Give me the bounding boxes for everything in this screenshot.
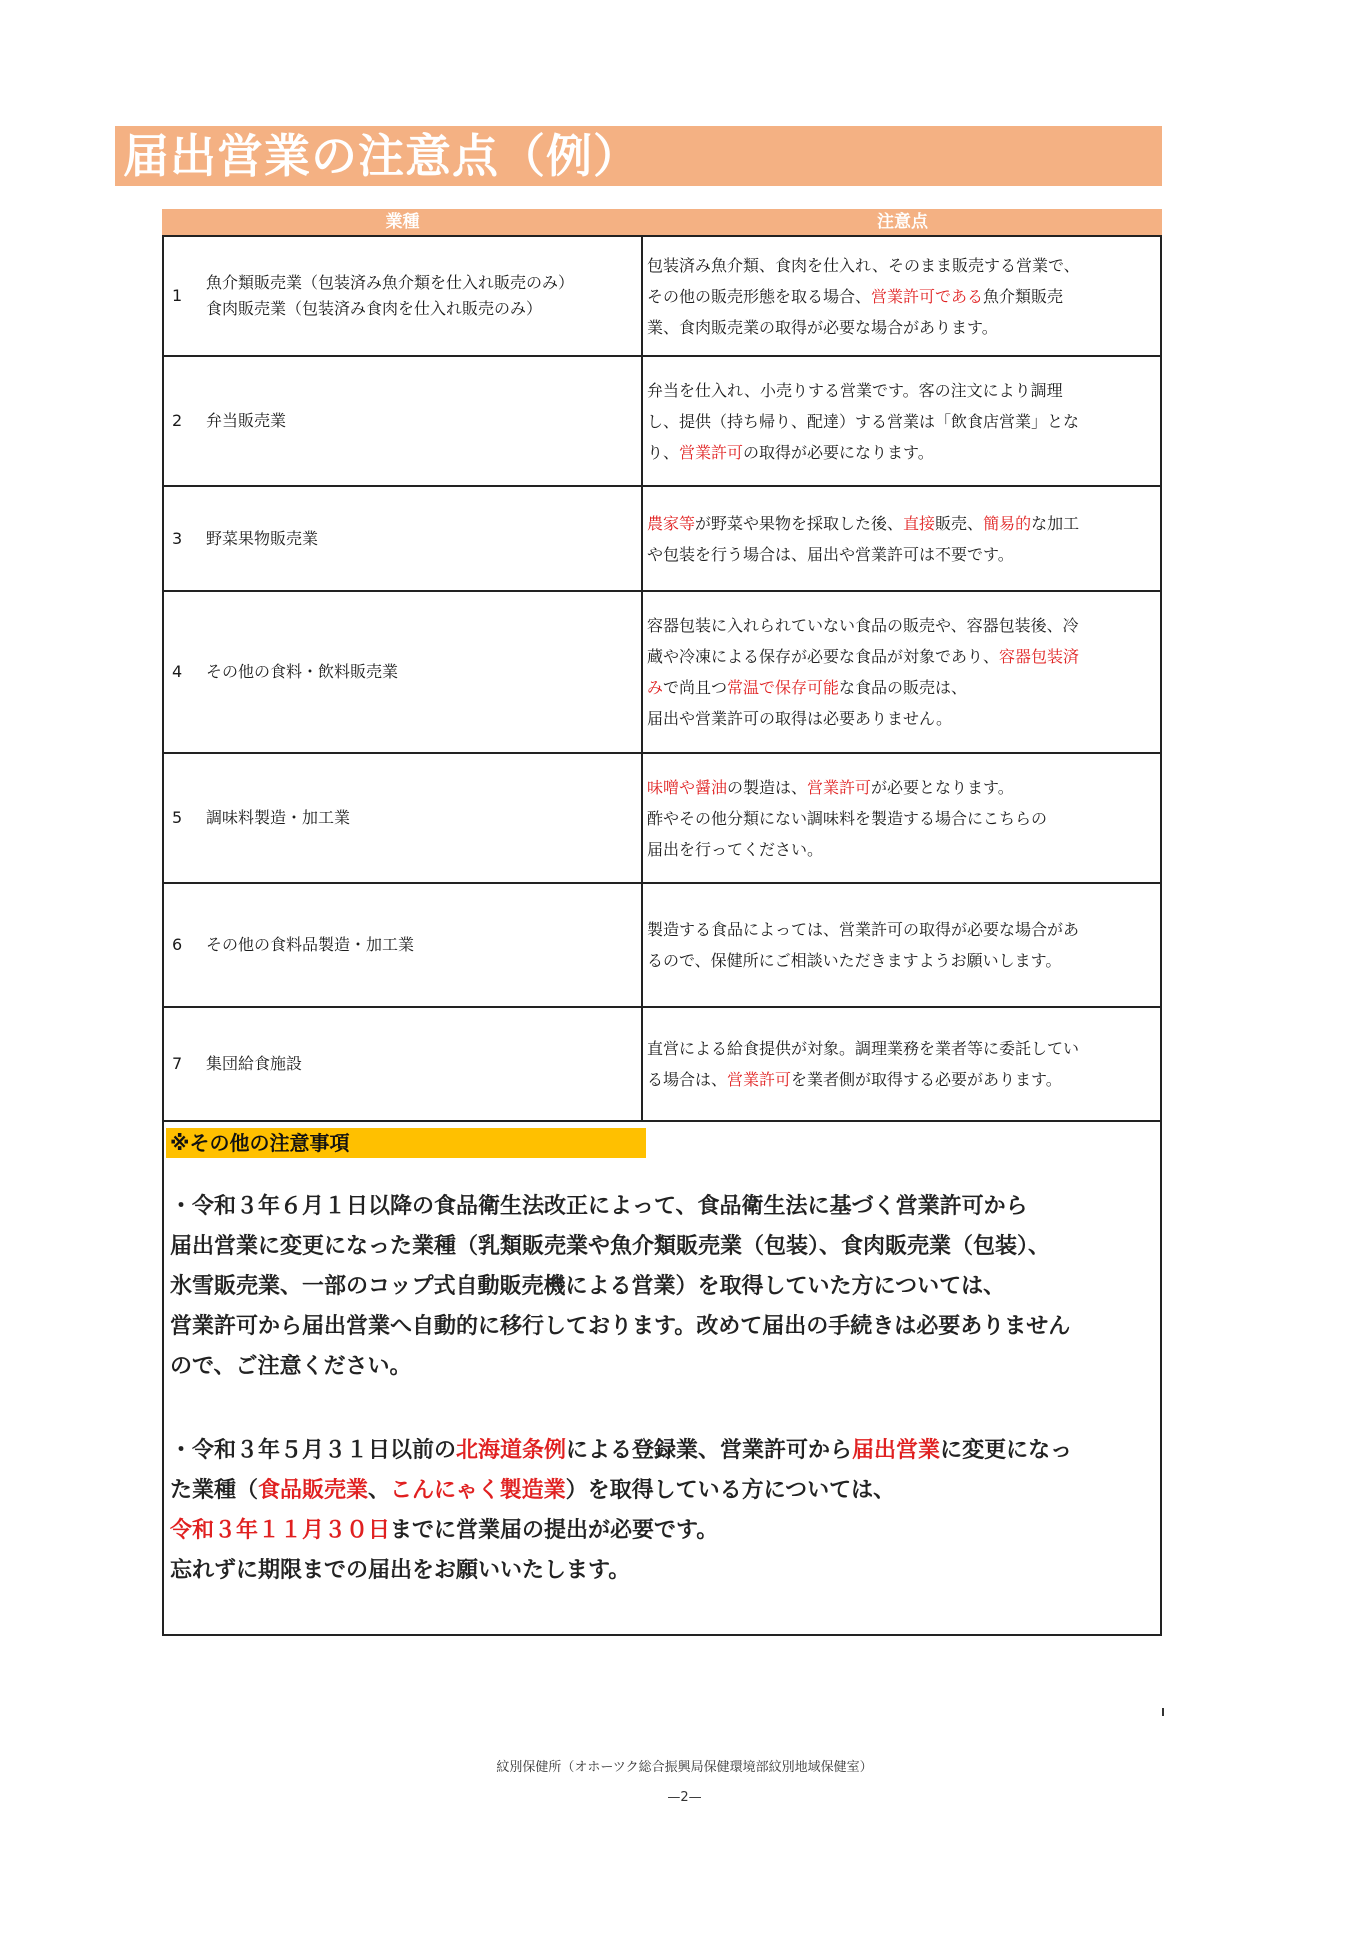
industry-line: 野菜果物販売業 (206, 528, 319, 548)
text-segment: が必要となります。 (871, 777, 1014, 797)
notes-line (647, 914, 1079, 945)
text-segment: り、 (647, 442, 680, 462)
page-title: 届出営業の注意点（例） (123, 129, 640, 183)
text-segment: を業者側が取得する必要があります。 (791, 1070, 1062, 1089)
text-segment: ので、ご注意ください。 (170, 1354, 412, 1379)
paragraph-line (170, 1187, 1155, 1227)
notes-line (647, 672, 1079, 703)
emphasis-text: 営業許可 (679, 442, 744, 462)
emphasis-text: 農家等 (647, 513, 696, 533)
emphasis-text: 食品販売業 (258, 1478, 369, 1503)
emphasis-text: こんにゃく製造業 (390, 1478, 566, 1503)
emphasis-text: 届出営業 (852, 1438, 941, 1463)
text-segment: 届出や営業許可の取得は必要ありません。 (647, 709, 952, 728)
industry-cell (164, 754, 643, 882)
emphasis-text: 令和３年１１月３０日 (170, 1518, 391, 1543)
emphasis-text: 営業許可である (871, 286, 984, 306)
industry-line: その他の食料品製造・加工業 (206, 935, 415, 954)
row-number: 1 (172, 286, 183, 305)
text-segment: 氷雪販売業、一部のコップ式自動販売機による営業）を取得していた方については、 (170, 1274, 1006, 1299)
notes-cell (643, 884, 1160, 1006)
industry-cell (164, 884, 643, 1006)
notes-line (647, 406, 1079, 437)
text-segment: 忘れずに期限までの届出をお願いいたします。 (170, 1558, 631, 1583)
notes-line (647, 250, 1080, 281)
text-segment: 弁当を仕入れ、小売りする営業です。客の注文により調理 (647, 380, 1063, 400)
text-segment: 包装済み魚介類、食肉を仕入れ、そのまま販売する営業で、 (647, 255, 1080, 275)
table-row (164, 487, 1160, 592)
notes-line (647, 803, 1047, 834)
industry-cell (164, 592, 643, 752)
header-industry: 業種 (385, 212, 420, 232)
industry-cell (164, 357, 643, 485)
note-paragraph-2 (170, 1431, 1155, 1591)
text-segment: の取得が必要になります。 (743, 442, 934, 462)
industry-line: 調味料製造・加工業 (206, 808, 351, 827)
text-segment: 魚介類販売 (983, 286, 1064, 306)
text-segment: で尚且つ (663, 678, 728, 697)
row-number: 3 (172, 528, 183, 548)
table-row (164, 237, 1160, 357)
industry-name (206, 659, 398, 685)
notes-line (647, 772, 1047, 803)
table-body (162, 235, 1162, 1122)
text-segment: や包装を行う場合は、届出や営業許可は不要です。 (647, 544, 1014, 564)
notes-cell (643, 754, 1160, 882)
paragraph-line (170, 1347, 1155, 1387)
emphasis-text: み (647, 678, 664, 697)
text-segment: に変更になっ (940, 1438, 1073, 1463)
industry-cell (164, 1008, 643, 1120)
paragraph-line (170, 1471, 1155, 1511)
notes-text (647, 375, 1079, 468)
emphasis-text: 北海道条例 (456, 1438, 567, 1463)
row-number: 7 (172, 1054, 183, 1073)
text-segment: る場合は、 (647, 1070, 728, 1089)
table-header (162, 209, 1162, 235)
row-number: 6 (172, 935, 183, 954)
text-segment: し、提供（持ち帰り、配達）する営業は「飲食店営業」とな (647, 411, 1080, 431)
emphasis-text: 味噌や醤油 (647, 777, 728, 797)
notes-line (647, 539, 1079, 570)
table-row (164, 884, 1160, 1008)
notes-line (647, 610, 1079, 641)
paragraph-line (170, 1227, 1155, 1267)
notes-line (647, 703, 1079, 734)
text-segment: ・令和３年５月３１日以前の (170, 1438, 457, 1463)
text-segment: その他の販売形態を取る場合、 (647, 286, 872, 306)
text-segment: 直営による給食提供が対象。調理業務を業者等に委託してい (647, 1039, 1080, 1058)
industry-line: 弁当販売業 (206, 411, 287, 430)
text-segment: が野菜や果物を採取した後、 (695, 513, 904, 533)
industry-name (206, 270, 574, 322)
notes-line (647, 1064, 1079, 1095)
industry-name (206, 932, 414, 958)
notification-business-table (162, 209, 1162, 1122)
text-segment: の製造は、 (727, 777, 808, 797)
other-notes-box (162, 1111, 1162, 1636)
text-segment: ・令和３年６月１日以降の食品衛生法改正によって、食品衛生法に基づく営業許可から (170, 1194, 1028, 1219)
emphasis-text: 営業許可 (727, 1070, 792, 1089)
notes-line (647, 945, 1079, 976)
text-segment: 製造する食品によっては、営業許可の取得が必要な場合があ (647, 920, 1080, 939)
industry-line: その他の食料・飲料販売業 (206, 662, 399, 681)
emphasis-text: 直接 (903, 513, 936, 533)
table-row (164, 592, 1160, 754)
industry-line: 食肉販売業（包装済み食肉を仕入れ販売のみ） (206, 299, 543, 318)
other-notes-heading-band (166, 1128, 646, 1158)
notes-line (647, 281, 1080, 312)
industry-name (206, 526, 318, 552)
paragraph-line (170, 1431, 1155, 1471)
text-segment: 業、食肉販売業の取得が必要な場合があります。 (647, 317, 998, 337)
text-segment: ）を取得している方については、 (565, 1478, 896, 1503)
emphasis-text: 簡易的 (983, 513, 1032, 533)
notes-text (647, 772, 1047, 865)
text-segment: 、 (368, 1478, 391, 1503)
notes-line (647, 508, 1079, 539)
title-band (115, 126, 1162, 186)
row-number: 5 (172, 808, 183, 827)
header-notes: 注意点 (877, 212, 928, 232)
emphasis-text: 容器包装済 (999, 647, 1080, 666)
footer-office: 紋別保健所（オホーツク総合振興局保健環境部紋別地域保健室） (496, 1760, 873, 1775)
emphasis-text: 常温で保存可能 (727, 678, 840, 697)
industry-cell (164, 237, 643, 355)
notes-line (647, 312, 1080, 343)
notes-line (647, 641, 1079, 672)
industry-name (206, 805, 350, 831)
notes-line (647, 1033, 1079, 1064)
text-segment: による登録業、営業許可から (566, 1438, 853, 1463)
text-segment: 蔵や冷凍による保存が必要な食品が対象であり、 (647, 647, 1000, 666)
paragraph-line (170, 1267, 1155, 1307)
notes-cell (643, 357, 1160, 485)
text-segment: るので、保健所にご相談いただきますようお願いします。 (647, 951, 1062, 970)
text-segment: な食品の販売は、 (839, 678, 968, 697)
notes-text (647, 250, 1080, 343)
notes-cell (643, 237, 1160, 355)
table-row (164, 1008, 1160, 1122)
notes-cell (643, 592, 1160, 752)
notes-line (647, 437, 1079, 468)
text-segment: 届出営業に変更になった業種（乳類販売業や魚介類販売業（包装）、食肉販売業（包装）、 (170, 1234, 1051, 1259)
industry-name (206, 408, 286, 434)
paragraph-line (170, 1551, 1155, 1591)
notes-text (647, 1033, 1079, 1095)
notes-text (647, 508, 1079, 570)
paragraph-line (170, 1307, 1155, 1347)
margin-mark (1162, 1708, 1164, 1716)
page-number: —2— (667, 1790, 702, 1805)
emphasis-text: 営業許可 (807, 777, 872, 797)
row-number: 4 (172, 662, 183, 681)
industry-line: 集団給食施設 (206, 1054, 303, 1073)
industry-name (206, 1051, 302, 1077)
industry-cell (164, 487, 643, 590)
table-row (164, 357, 1160, 487)
other-notes-heading: ※その他の注意事項 (170, 1131, 350, 1155)
industry-line: 魚介類販売業（包装済み魚介類を仕入れ販売のみ） (206, 273, 575, 292)
paragraph-line (170, 1511, 1155, 1551)
text-segment: までに営業届の提出が必要です。 (390, 1518, 719, 1543)
text-segment: な加工 (1031, 513, 1080, 533)
notes-cell (643, 1008, 1160, 1120)
notes-line (647, 834, 1047, 865)
notes-text (647, 610, 1079, 734)
table-row (164, 754, 1160, 884)
text-segment: 届出を行ってください。 (647, 839, 824, 859)
note-paragraph-1 (170, 1187, 1155, 1387)
notes-cell (643, 487, 1160, 590)
text-segment: 営業許可から届出営業へ自動的に移行しております。改めて届出の手続きは必要ありません (170, 1314, 1071, 1339)
text-segment: 酢やその他分類にない調味料を製造する場合にこちらの (647, 808, 1048, 828)
notes-line (647, 375, 1079, 406)
text-segment: 容器包装に入れられていない食品の販売や、容器包装後、冷 (647, 616, 1079, 635)
text-segment: た業種（ (170, 1478, 259, 1503)
notes-text (647, 914, 1079, 976)
text-segment: 販売、 (935, 513, 984, 533)
row-number: 2 (172, 411, 183, 430)
